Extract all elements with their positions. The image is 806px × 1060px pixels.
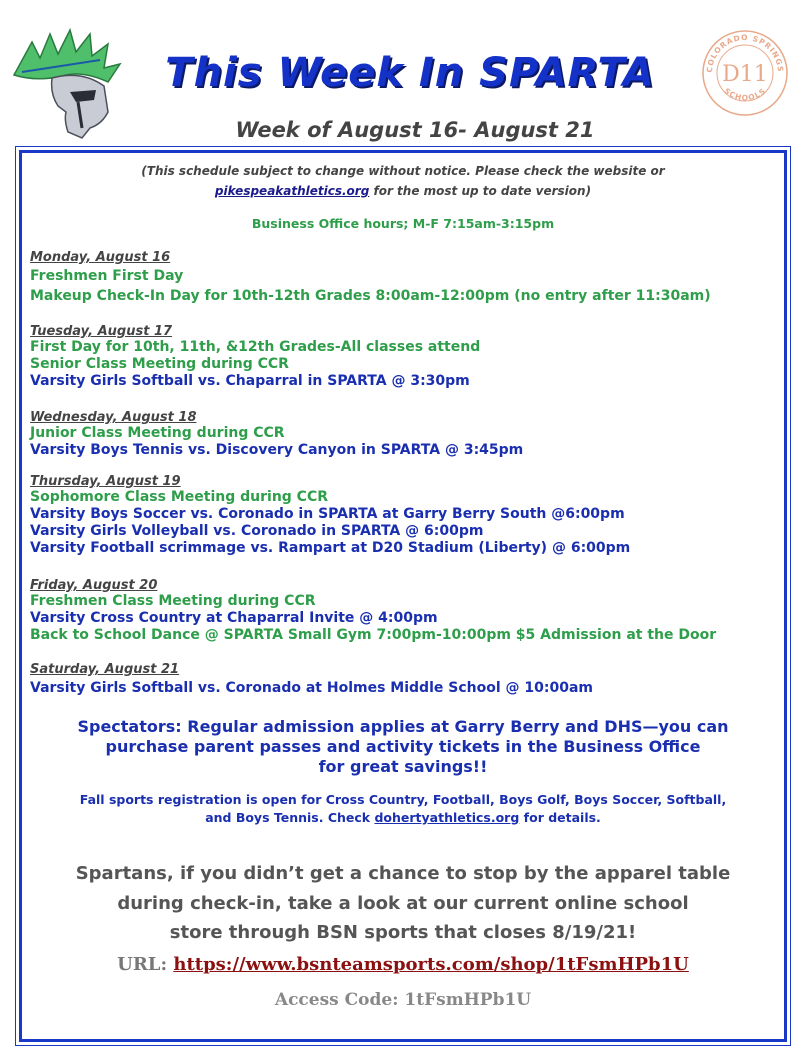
fall-line2-pre: and Boys Tennis. Check (205, 810, 375, 825)
week-range: Week of August 16- August 21 (235, 118, 595, 142)
schedule-item: Back to School Dance @ SPARTA Small Gym 7:00pm-10:00pm $5 Admission at the Door (30, 627, 717, 643)
spectators-line-1: Spectators: Regular admission applies at Garry Berry and DHS—you can (77, 717, 729, 736)
schedule-item: Varsity Girls Softball vs. Coronado at Holmes Middle School @ 10:00am (30, 680, 593, 696)
apparel-line-2: during check-in, take a look at our current online school (117, 893, 689, 914)
schedule-item: Varsity Boys Soccer vs. Coronado in SPARTA at Garry Berry South @6:00pm (30, 506, 625, 522)
schedule-item: Freshmen Class Meeting during CCR (30, 593, 316, 609)
d11-logo (700, 28, 790, 118)
schedule-notice-line-1: (This schedule subject to change without notice. Please check the website or (141, 164, 665, 178)
spartan-helmet-icon (12, 20, 122, 140)
schedule-item: Sophomore Class Meeting during CCR (30, 489, 329, 505)
doherty-link[interactable]: dohertyathletics.org (374, 810, 520, 825)
logo-top-text: COLORADO SPRINGS (704, 32, 786, 73)
svg-text:SCHOOLS (722, 86, 767, 102)
page-title: This Week In SPARTA (165, 50, 655, 96)
fall-line2-post: for details. (519, 810, 601, 825)
bsn-store-link[interactable]: https://www.bsnteamsports.com/shop/1tFsmHPb1U (173, 954, 689, 975)
fall-registration-line-2 (30, 810, 776, 825)
schedule-item: Varsity Girls Softball vs. Chaparral in SPARTA @ 3:30pm (30, 373, 470, 389)
logo-bottom-text: SCHOOLS (722, 86, 768, 103)
notice-rest-text: for the most up to date version) (369, 184, 592, 198)
day-heading: Thursday, August 19 (30, 474, 181, 489)
day-heading: Friday, August 20 (30, 578, 158, 593)
business-hours: Business Office hours; M-F 7:15am-3:15pm (251, 216, 555, 231)
spectators-line-3: for great savings!! (318, 757, 488, 776)
schedule-item: First Day for 10th, 11th, &12th Grades-All classes attend (30, 339, 481, 355)
apparel-line-3: store through BSN sports that closes 8/19/21! (169, 922, 637, 943)
schedule-item: Senior Class Meeting during CCR (30, 356, 289, 372)
day-heading: Wednesday, August 18 (30, 410, 197, 425)
access-code: Access Code: 1tFsmHPb1U (274, 990, 532, 1010)
day-heading: Saturday, August 21 (30, 662, 180, 677)
schedule-item: Varsity Cross Country at Chaparral Invite @ 4:00pm (30, 610, 438, 626)
day-heading: Tuesday, August 17 (30, 324, 173, 339)
day-heading: Monday, August 16 (30, 250, 171, 265)
apparel-line-1: Spartans, if you didn’t get a chance to stop by the apparel table (75, 863, 731, 884)
schedule-notice-line-2 (30, 184, 776, 198)
url-label: URL: (117, 954, 174, 975)
schedule-item: Freshmen First Day (30, 268, 184, 284)
schedule-item: Varsity Football scrimmage vs. Rampart at D20 Stadium (Liberty) @ 6:00pm (30, 540, 631, 556)
schedule-item: Makeup Check-In Day for 10th-12th Grades 8:00am-12:00pm (no entry after 11:30am) (30, 288, 711, 304)
pikespeak-link[interactable]: pikespeakathletics.org (214, 184, 370, 198)
schedule-item: Varsity Girls Volleyball vs. Coronado in SPARTA @ 6:00pm (30, 523, 484, 539)
logo-mark: D11 (722, 62, 768, 87)
spectators-line-2: purchase parent passes and activity tickets in the Business Office (105, 737, 701, 756)
schedule-item: Varsity Boys Tennis vs. Discovery Canyon in SPARTA @ 3:45pm (30, 442, 524, 458)
schedule-item: Junior Class Meeting during CCR (30, 425, 285, 441)
fall-registration-line-1: Fall sports registration is open for Cross Country, Football, Boys Golf, Boys Soccer, Softball, (79, 792, 727, 807)
store-url (30, 954, 776, 975)
